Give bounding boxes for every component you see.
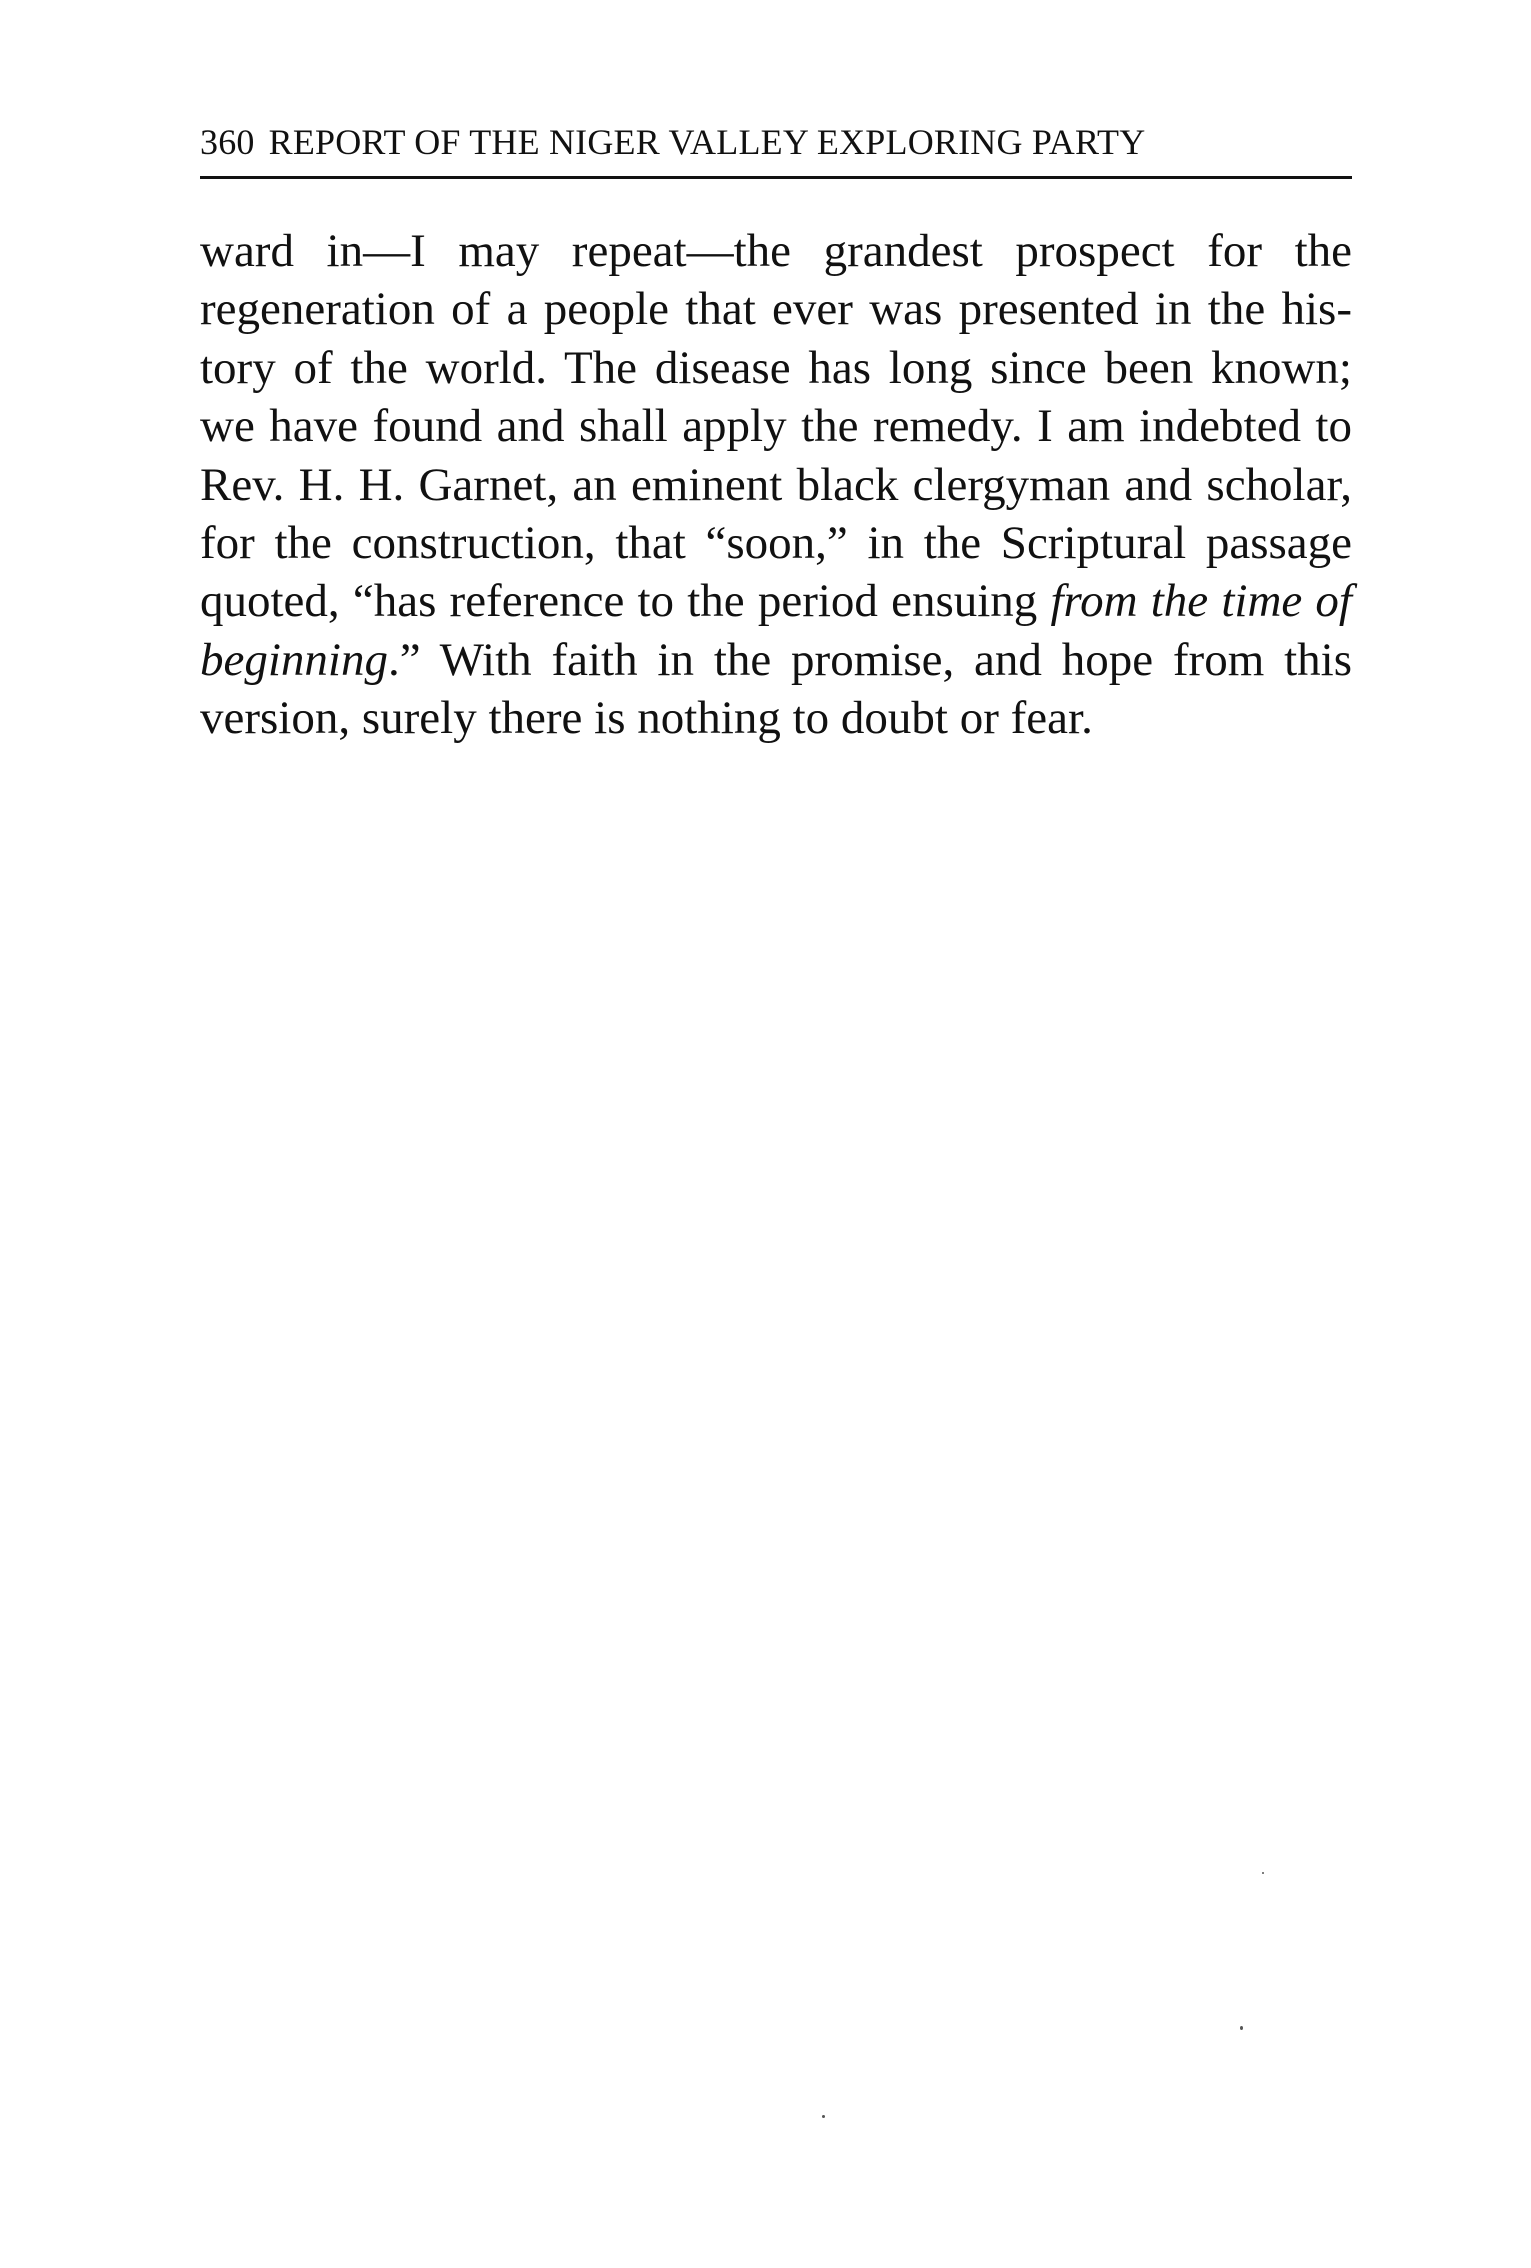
running-title: REPORT OF THE NIGER VALLEY EXPLORING PARTY: [268, 122, 1146, 162]
paragraph: [200, 222, 1352, 748]
scan-speck: [822, 2115, 825, 2118]
scan-speck: [1240, 2026, 1243, 2030]
text-segment: .” With faith in the promise, and hope from this version, surely there is nothing to doubt or fear.: [200, 633, 1352, 745]
body-text: [200, 222, 1352, 748]
italic-phrase: from the time of beginning: [200, 575, 1352, 686]
page-number: 360: [200, 122, 255, 162]
scan-speck: [1262, 1872, 1264, 1874]
running-header: [200, 118, 1348, 166]
text-segment: ward in—I may repeat—the grandest prospect for the regeneration of a people that ever was presented in the history of the world. The disease has long since been known; we have found and shall apply the remedy. I am indebted to Rev. H. H. Garnet, an eminent black clergyman and scholar, for the construction, that “soon,” in the Scriptural passage quoted, “has reference to the period ensuing: [200, 225, 1352, 628]
header-rule: [200, 176, 1352, 179]
